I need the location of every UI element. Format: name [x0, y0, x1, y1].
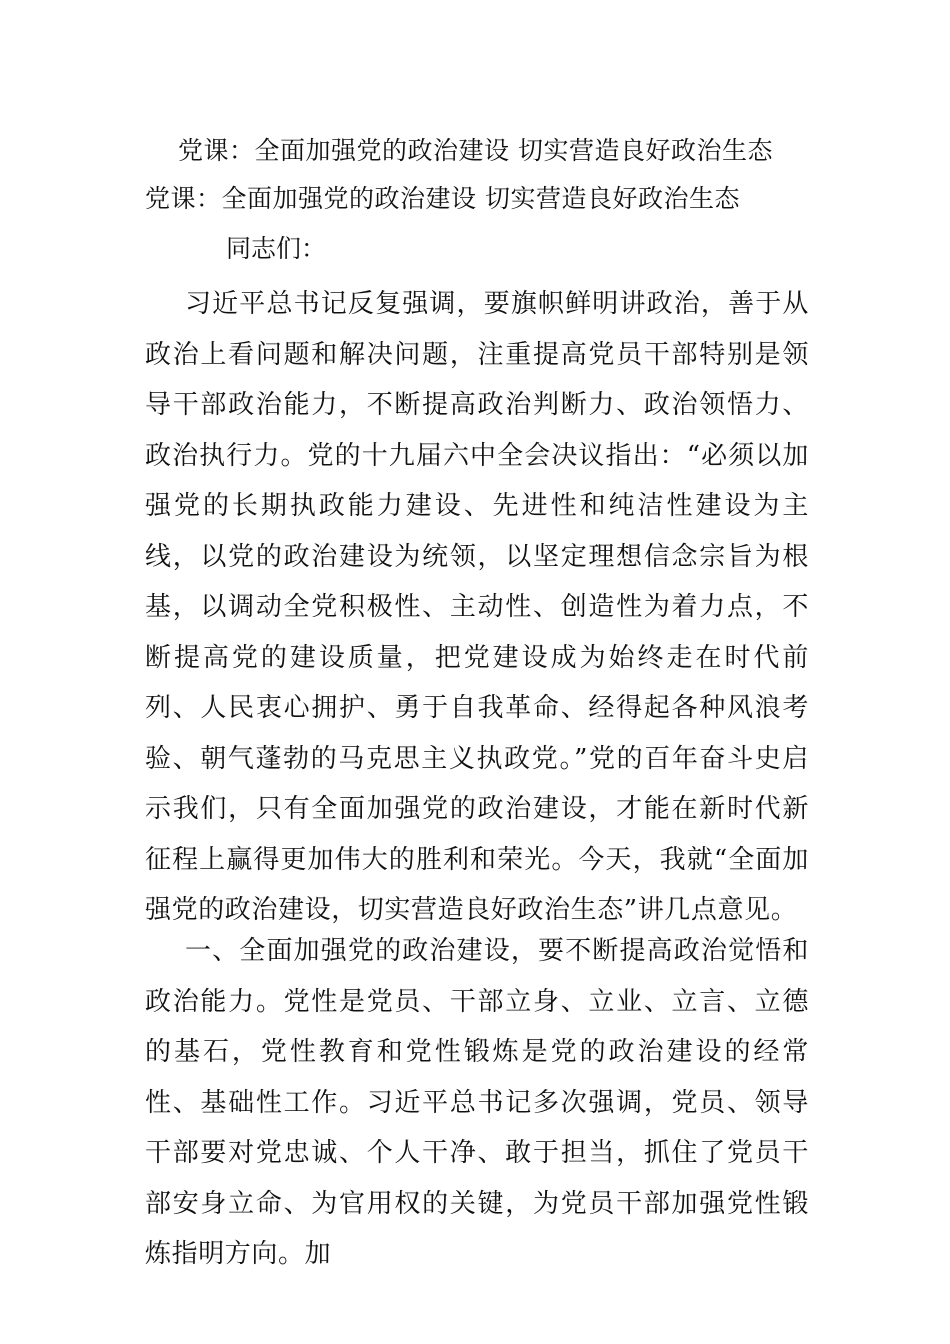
paragraph-intro: 习近平总书记反复强调，要旗帜鲜明讲政治，善于从政治上看问题和解决问题，注重提高党员干部特别是领导干部政治能力，不断提高政治判断力、政治领悟力、政治执行力。党的十九届六中全会决议指出：“必须以加强党的长期执政能力建设、先进性和纯洁性建设为主线，以党的政治建设为统领，以坚定理想信念宗旨为根基，以调动全党积极性、主动性、创造性为着力点，不断提高党的建设质量，把党建设成为始终走在时代前列、人民衷心拥护、勇于自我革命、经得起各种风浪考验、朝气蓬勃的马克思主义执政党。”党的百年奋斗史启示我们，只有全面加强党的政治建设，才能在新时代新征程上赢得更加伟大的胜利和荣光。今天，我就“全面加强党的政治建设，切实营造良好政治生态”讲几点意见。: [145, 289, 809, 925]
salutation: 同志们：: [226, 234, 327, 263]
document-title-repeat: 党课：全面加强党的政治建设 切实营造良好政治生态: [145, 184, 740, 213]
document-title: 党课：全面加强党的政治建设 切实营造良好政治生态: [178, 136, 773, 165]
paragraph-section-one: 一、全面加强党的政治建设，要不断提高政治觉悟和政治能力。党性是党员、干部立身、立业、立言、立德的基石，党性教育和党性锻炼是党的政治建设的经常性、基础性工作。习近平总书记多次强调，党员、领导干部要对党忠诚、个人干净、敢于担当，抓住了党员干部安身立命、为官用权的关键，为党员干部加强党性锻炼指明方向。加: [145, 936, 809, 1269]
